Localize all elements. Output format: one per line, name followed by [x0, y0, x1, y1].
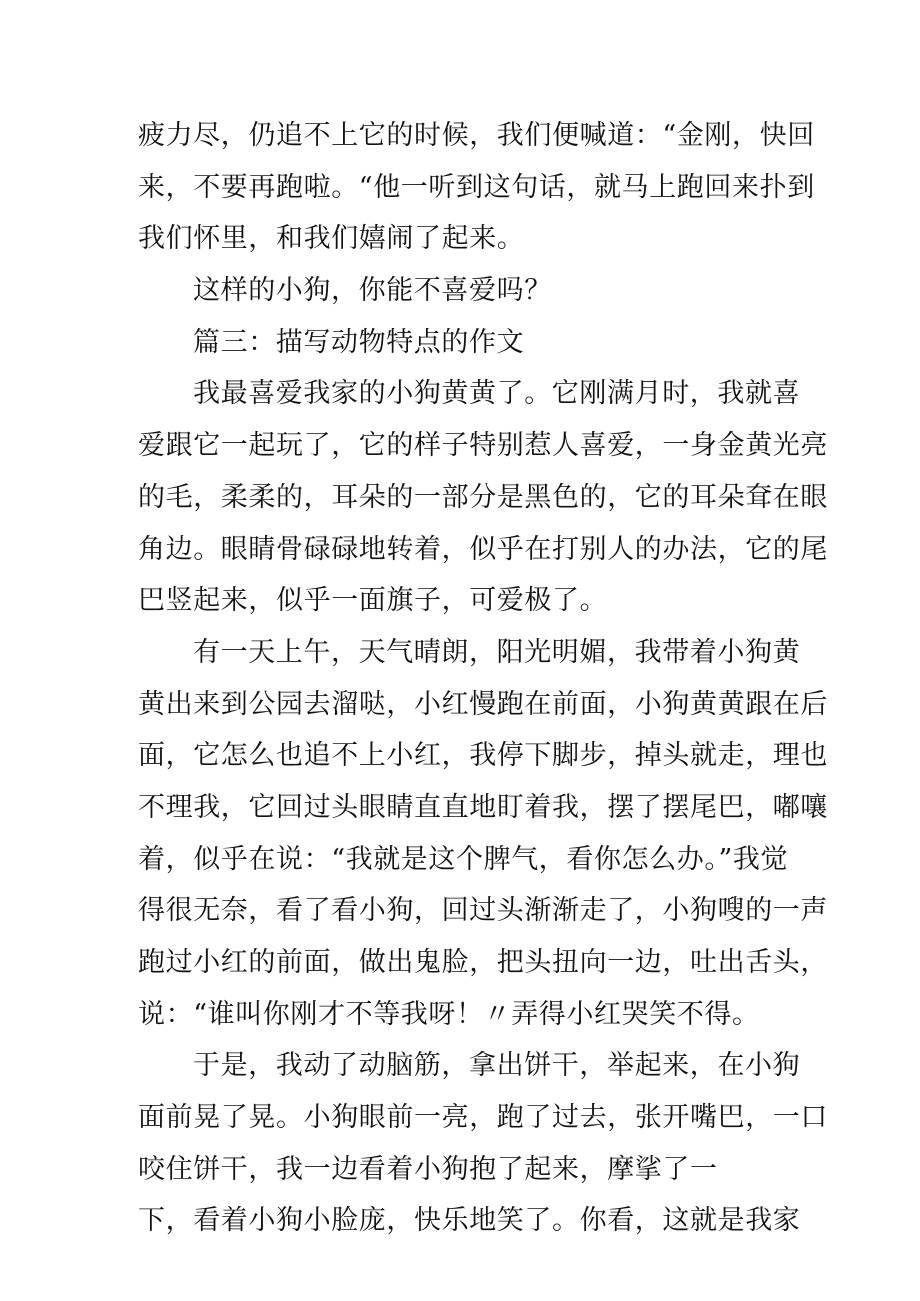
- text-line: 有一天上午，天气晴朗，阳光明媚，我带着小狗黄: [193, 636, 801, 668]
- text-line: 这样的小狗，你能不喜爱吗？: [193, 275, 552, 307]
- text-line: 的毛，柔柔的，耳朵的一部分是黑色的，它的耳朵耷在眼: [138, 481, 828, 513]
- text-line: 着，似乎在说：“我就是这个脾气，看你怎么办。”我觉: [138, 843, 789, 875]
- text-line: 面，它怎么也追不上小红，我停下脚步，掉头就走，理也: [138, 740, 828, 772]
- text-line: 得很无奈，看了看小狗，回过头渐渐走了，小狗嗖的一声: [138, 895, 828, 927]
- text-line: 不理我，它回过头眼睛直直地盯着我，摆了摆尾巴，嘟嚷: [138, 791, 828, 823]
- essay-text: [138, 110, 828, 1247]
- text-line: 巴竖起来，似乎一面旗子，可爱极了。: [138, 585, 608, 617]
- text-line: 爱跟它一起玩了，它的样子特别惹人喜爱，一身金黄光亮: [138, 430, 828, 462]
- text-line: 角边。眼睛骨碌碌地转着，似乎在打别人的办法，它的尾: [138, 533, 828, 565]
- text-line: 咬住饼干，我一边看着小狗抱了起来，摩挲了一: [138, 1153, 718, 1185]
- text-line: 我们怀里，和我们嬉闹了起来。: [138, 223, 525, 255]
- text-line: 面前晃了晃。小狗眼前一亮，跑了过去，张开嘴巴，一口: [138, 1102, 828, 1134]
- text-line: 说：“谁叫你刚才不等我呀！〃弄得小红哭笑不得。: [138, 998, 760, 1030]
- section-heading: 篇三：描写动物特点的作文: [193, 326, 525, 358]
- text-line: 黄出来到公园去溜哒，小红慢跑在前面，小狗黄黄跟在后: [138, 688, 828, 720]
- text-line: 我最喜爱我家的小狗黄黄了。它刚满月时，我就喜: [193, 378, 801, 410]
- text-line: 于是，我动了动脑筋，拿出饼干，举起来，在小狗: [193, 1050, 801, 1082]
- text-line: 来，不要再跑啦。“他一听到这句话，就马上跑回来扑到: [138, 171, 815, 203]
- text-line: 跑过小红的前面，做出鬼脸，把头扭向一边，吐出舌头，: [138, 947, 828, 978]
- text-line: 下，看着小狗小脸庞，快乐地笑了。你看，这就是我家: [138, 1205, 801, 1237]
- text-line: 疲力尽，仍追不上它的时候，我们便喊道：“金刚，快回: [138, 120, 815, 151]
